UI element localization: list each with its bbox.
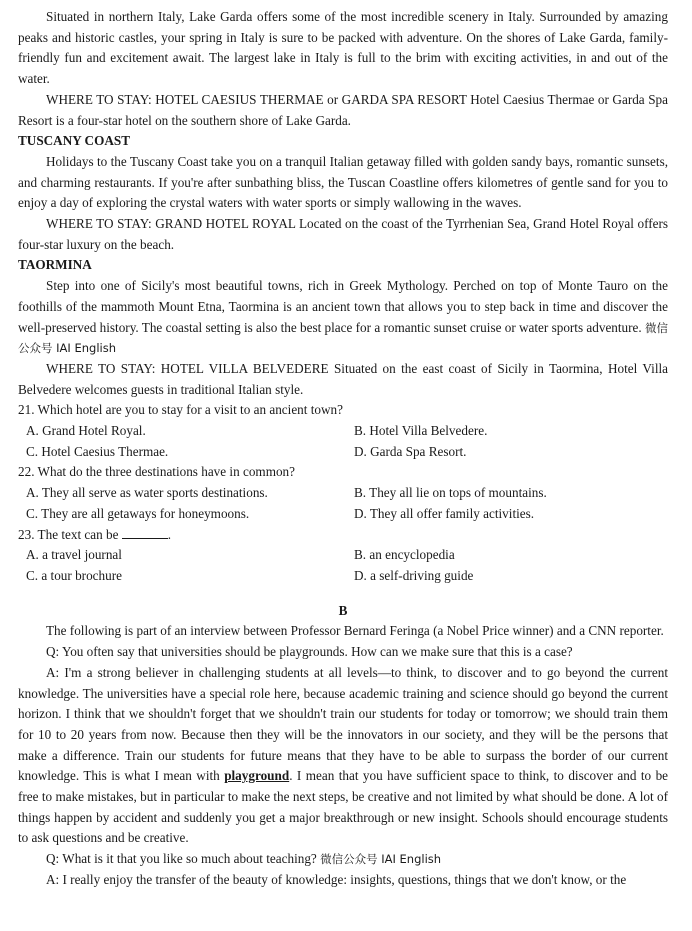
paragraph-taormina-hotel: WHERE TO STAY: HOTEL VILLA BELVEDERE Situated on the east coast of Sicily in Taormina, Hotel Villa Belvedere welcomes guests in traditional Italian style. xyxy=(18,360,668,397)
option-23-c: C. a tour brochure xyxy=(26,567,122,583)
paragraph-garda-hotel: WHERE TO STAY: HOTEL CAESIUS THERMAE or GARDA SPA RESORT Hotel Caesius Thermae or Garda Spa Resort is a four-star hotel on the southern shore of Lake Garda. xyxy=(18,91,668,128)
question-21-options xyxy=(18,421,668,462)
option-22-d: D. They all offer family activities. xyxy=(354,505,535,521)
paragraph-tuscany-hotel: WHERE TO STAY: GRAND HOTEL ROYAL Located on the coast of the Tyrrhenian Sea, Grand Hotel Royal offers four-star luxury on the beach. xyxy=(18,216,668,252)
option-22-b: B. They all lie on tops of mountains. xyxy=(354,485,547,501)
heading-taormina: TAORMINA xyxy=(18,257,92,273)
interview-intro: The following is part of an interview between Professor Bernard Feringa (a Nobel Price winner) and a CNN reporter. xyxy=(46,623,664,639)
interview-question-1: Q: You often say that universities should be playgrounds. How can we make sure that this is a case? xyxy=(46,644,573,660)
heading-tuscany-coast: TUSCANY COAST xyxy=(18,133,130,149)
question-21: 21. Which hotel are you to stay for a visit to an ancient town? xyxy=(18,402,343,418)
interview-answer-1 xyxy=(18,663,668,849)
answer-1-after: . I mean that you have sufficient space to think, to discover and to be free to make mistakes, but in particular to make the next steps, be creative and not limited by what should be done. A lot of things happen by accident and suddenly you get a major breakthrough or new insight. Schools should encourage students to ask questions and be creative. xyxy=(18,768,669,846)
option-22-a: A. They all serve as water sports destinations. xyxy=(26,485,268,501)
question-22-options xyxy=(18,483,668,524)
paragraph-lake-garda: Situated in northern Italy, Lake Garda offers some of the most incredible scenery in Italy. Surrounded by amazing peaks and historic castles, your spring in Italy is sure to be packed with adventure. On the shores of Lake Garda, family-friendly fun and excitement await. The largest lake in Italy is full to the brim with exciting activities, in and out of the water. xyxy=(18,9,668,87)
watermark-text: 微信公众号 IAI English xyxy=(18,320,669,356)
option-23-d: D. a self-driving guide xyxy=(354,567,474,583)
option-22-c: C. They are all getaways for honeymoons. xyxy=(26,505,250,521)
paragraph-taormina xyxy=(18,276,668,359)
option-23-a: A. a travel journal xyxy=(26,547,122,563)
paragraph-tuscany: Holidays to the Tuscany Coast take you on a tranquil Italian getaway filled with golden sandy bays, romantic sunsets, and charming restaurants. If you're after sunbathing bliss, the Tuscan Coastline offers kilometres of gentle sand for you to enjoy a day of exploring the crystal waters with water sports or simply wallowing in the waves. xyxy=(18,153,668,211)
paragraph-taormina-text: Step into one of Sicily's most beautiful towns, rich in Greek Mythology. Perched on top of Monte Tauro on the foothills of the mammoth Mount Etna, Taormina is an ancient town that allows you to step back in time and discover the well-preserved history. The coastal setting is also the best place for a romantic sunset cruise or water sports adventure. xyxy=(18,278,668,335)
keyword-playground: playground xyxy=(224,768,290,784)
question-23-text: 23. The text can be xyxy=(18,526,119,542)
answer-blank xyxy=(122,526,168,539)
question-22: 22. What do the three destinations have in common? xyxy=(18,464,295,480)
option-21-a: A. Grand Hotel Royal. xyxy=(26,423,146,439)
interview-question-2 xyxy=(18,849,668,870)
answer-1-before: A: I'm a strong believer in challenging students at all levels—to think, to discover and to go beyond the current knowledge. The universities have a special role here, because academic training and science should go beyond the current horizon. I think that we shouldn't forget that we shouldn't train our students for today or tomorrow; we should train them for 10 to 20 years from now. Because then they will be the innovators in our society, and they will be the persons that make a difference. Train our students for future means that they have to be able to surpass the border of our current knowledge. This is what I mean with xyxy=(18,664,668,784)
question-2-text: Q: What is it that you like so much about teaching? xyxy=(46,851,317,867)
option-21-d: D. Garda Spa Resort. xyxy=(354,443,467,459)
option-23-b: B. an encyclopedia xyxy=(354,547,455,563)
question-23-options xyxy=(18,545,668,586)
watermark-text-2: 微信公众号 IAI English xyxy=(320,852,442,867)
interview-answer-2: A: I really enjoy the transfer of the beauty of knowledge: insights, questions, things that we don't know, or the xyxy=(46,871,627,887)
option-21-c: C. Hotel Caesius Thermae. xyxy=(26,443,169,459)
option-21-b: B. Hotel Villa Belvedere. xyxy=(354,423,488,439)
section-heading-b: B xyxy=(338,602,348,618)
question-23-period: . xyxy=(167,526,172,542)
question-23 xyxy=(18,525,668,546)
